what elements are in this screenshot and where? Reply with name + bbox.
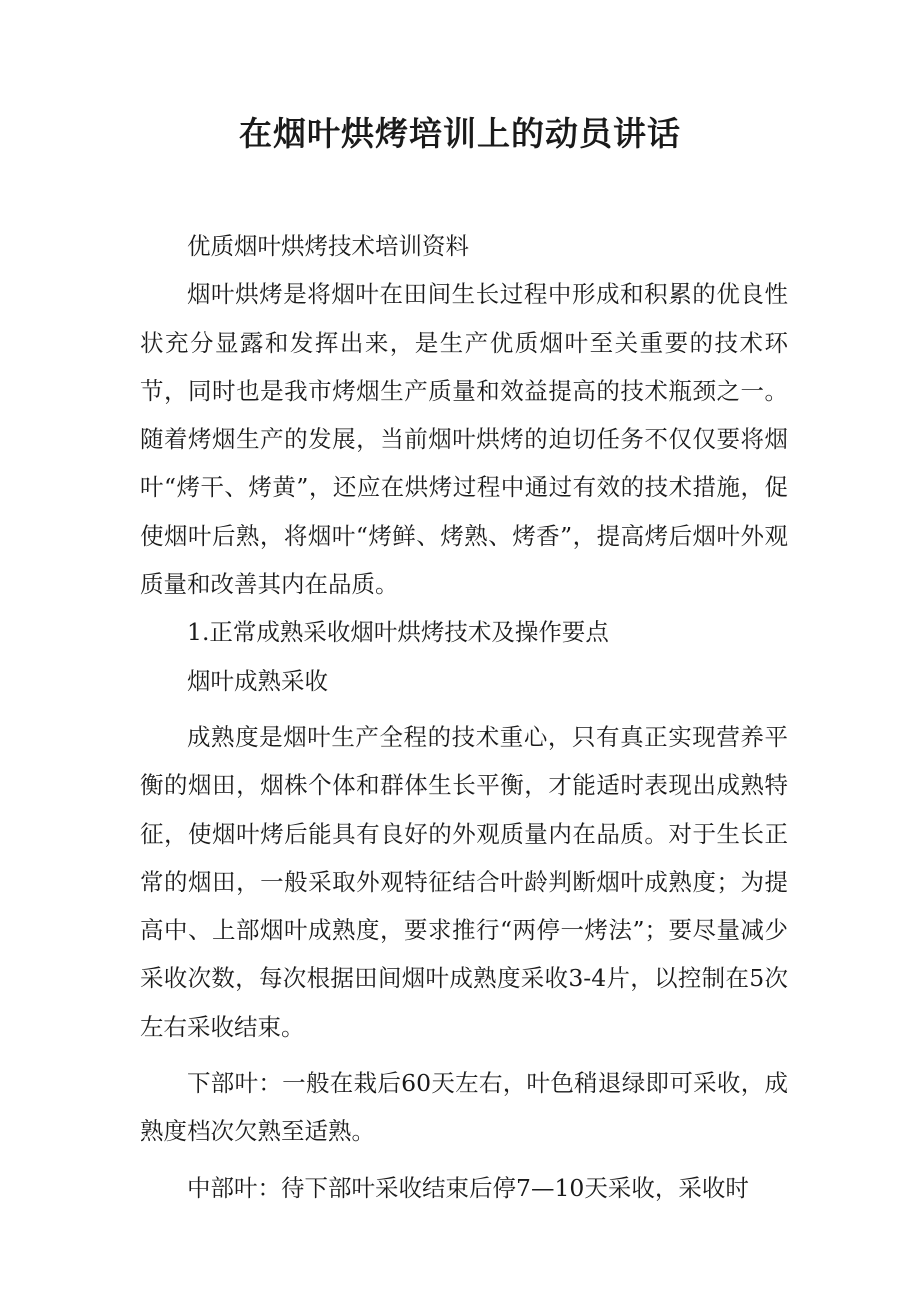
subtitle-paragraph: 优质烟叶烘烤技术培训资料 (187, 232, 469, 260)
middle-leaf-paragraph: 中部叶：待下部叶采收结束后停7—10天采收，采收时 (187, 1173, 749, 1202)
document-body (140, 222, 788, 1212)
document-title: 在烟叶烘烤培训上的动员讲话 (239, 114, 681, 153)
intro-paragraph: 烟叶烘烤是将烟叶在田间生长过程中形成和积累的优良性状充分显露和发挥出来，是生产优质烟叶至关重要的技术环节，同时也是我市烤烟生产质量和效益提高的技术瓶颈之一。随着烤烟生产的发展，当前烟叶烘烤的迫切任务不仅仅要将烟叶“烤干、烤黄”，还应在烘烤过程中通过有效的技术措施，促使烟叶后熟，将烟叶“烤鲜、烤熟、烤香”，提高烤后烟叶外观质量和改善其内在品质。 (140, 280, 788, 599)
section-heading: 1.正常成熟采收烟叶烘烤技术及操作要点 (187, 618, 609, 647)
subsection-heading: 烟叶成熟采收 (187, 666, 328, 695)
maturity-paragraph: 成熟度是烟叶生产全程的技术重心，只有真正实现营养平衡的烟田，烟株个体和群体生长平衡，才能适时表现出成熟特征，使烟叶烤后能具有良好的外观质量内在品质。对于生长正常的烟田，一般采取外观特征结合叶龄判断烟叶成熟度；为提高中、上部烟叶成熟度，要求推行“两停一烤法”；要尽量减少采收次数，每次根据田间烟叶成熟度采收3-4片，以控制在5次左右采收结束。 (140, 722, 788, 1041)
lower-leaf-paragraph: 下部叶：一般在栽后60天左右，叶色稍退绿即可采收，成熟度档次欠熟至适熟。 (140, 1069, 788, 1146)
